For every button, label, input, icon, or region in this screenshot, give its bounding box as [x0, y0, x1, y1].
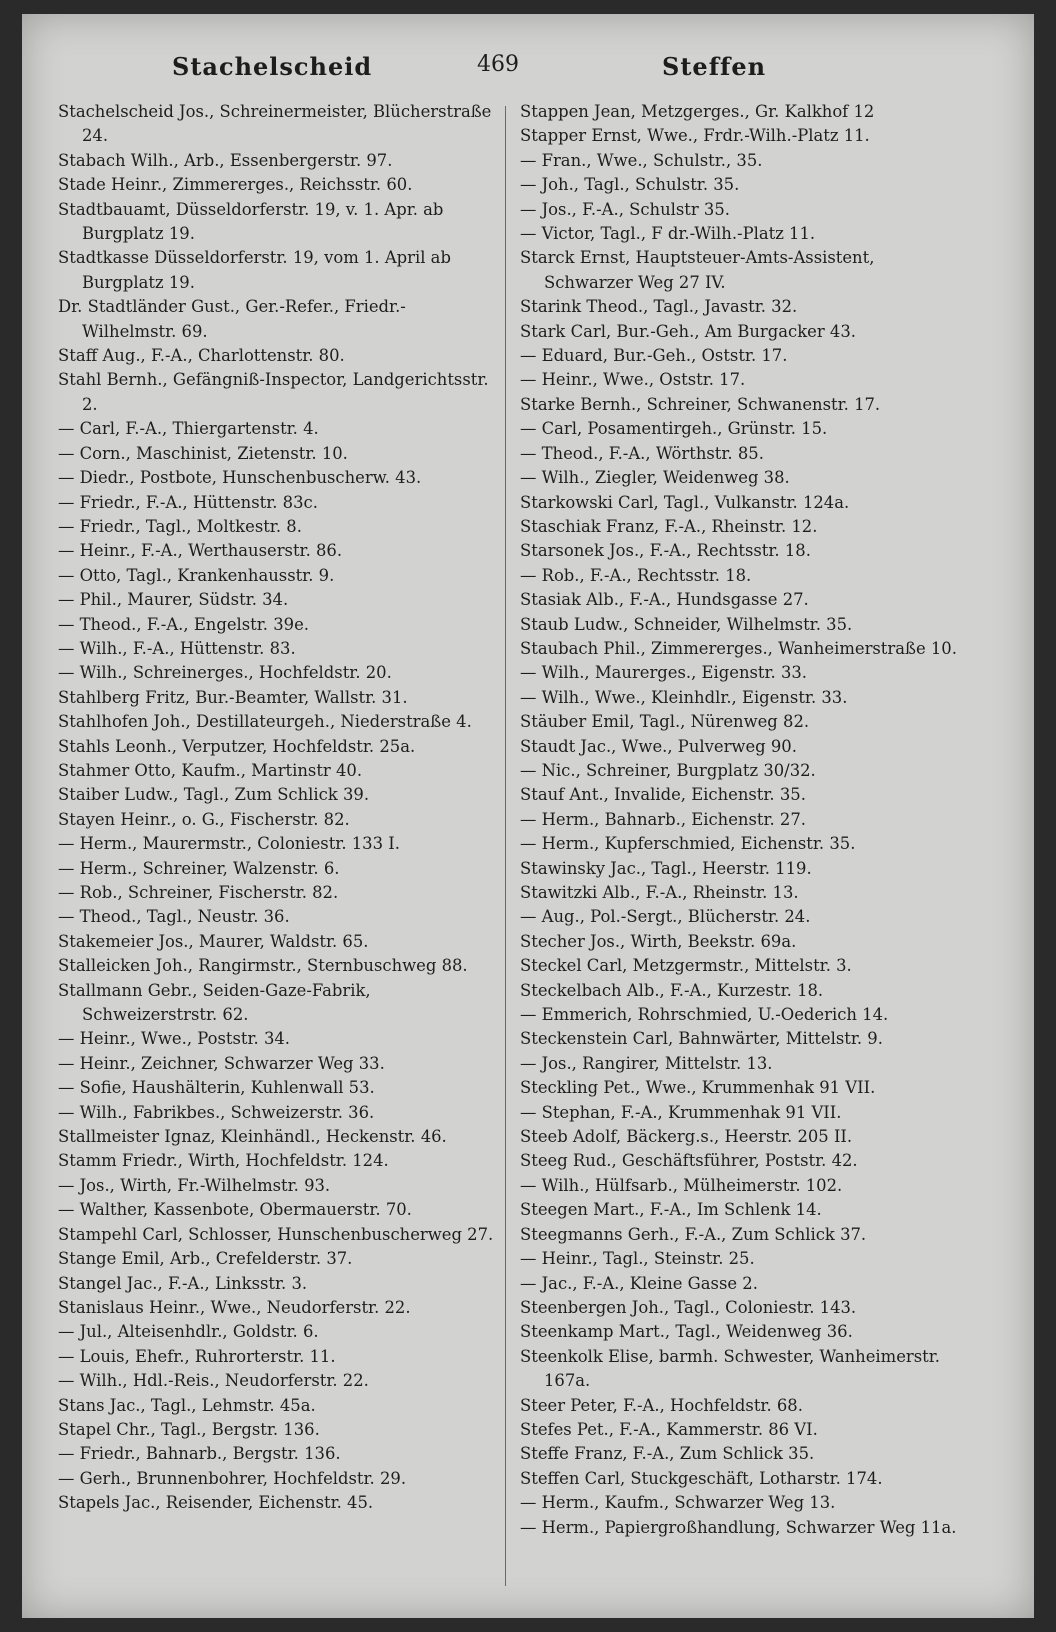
directory-entry: Stahl Bernh., Gefängniß-Inspector, Landgerichtsstr. 2. — [58, 370, 489, 414]
directory-entry: — Heinr., Zeichner, Schwarzer Weg 33. — [58, 1053, 385, 1073]
directory-entry: Dr. Stadtländer Gust., Ger.-Refer., Friedr.-Wilhelmstr. 69. — [58, 297, 406, 341]
directory-entry: Steffe Franz, F.-A., Zum Schlick 35. — [520, 1444, 815, 1464]
directory-entry: — Friedr., F.-A., Hüttenstr. 83c. — [58, 492, 318, 512]
directory-entry: Stasiak Alb., F.-A., Hundsgasse 27. — [520, 590, 809, 610]
directory-entry: Stabach Wilh., Arb., Essenbergerstr. 97. — [58, 150, 393, 170]
directory-entry: — Wilh., F.-A., Hüttenstr. 83. — [58, 638, 296, 658]
directory-entry: Stahmer Otto, Kaufm., Martinstr 40. — [58, 760, 363, 780]
directory-entry: — Heinr., Wwe., Oststr. 17. — [520, 370, 746, 390]
directory-entry: — Jos., Wirth, Fr.-Wilhelmstr. 93. — [58, 1175, 331, 1195]
directory-entry: Stalleicken Joh., Rangirmstr., Sternbuschweg 88. — [58, 956, 468, 976]
directory-entry: Starink Theod., Tagl., Javastr. 32. — [520, 297, 798, 317]
directory-entry: Starkowski Carl, Tagl., Vulkanstr. 124a. — [520, 492, 850, 512]
directory-entry: Stauf Ant., Invalide, Eichenstr. 35. — [520, 785, 806, 805]
directory-entry: Stampehl Carl, Schlosser, Hunschenbuscherweg 27. — [58, 1224, 494, 1244]
directory-entry: Staub Ludw., Schneider, Wilhelmstr. 35. — [520, 614, 853, 634]
directory-entry: — Stephan, F.-A., Krummenhak 91 VII. — [520, 1102, 842, 1122]
directory-entry: Stallmeister Ignaz, Kleinhändl., Heckenstr. 46. — [58, 1127, 447, 1147]
directory-entry: — Aug., Pol.-Sergt., Blücherstr. 24. — [520, 907, 811, 927]
directory-entry: Stadtkasse Düsseldorferstr. 19, vom 1. April ab Burgplatz 19. — [58, 248, 451, 292]
directory-entry: — Herm., Kupferschmied, Eichenstr. 35. — [520, 834, 856, 854]
directory-entry: Stappen Jean, Metzgerges., Gr. Kalkhof 12 — [520, 102, 875, 121]
directory-entry: Stans Jac., Tagl., Lehmstr. 45a. — [58, 1395, 316, 1415]
directory-entry: — Jac., F.-A., Kleine Gasse 2. — [520, 1273, 758, 1293]
directory-entry: — Herm., Bahnarb., Eichenstr. 27. — [520, 809, 806, 829]
directory-entry: Stahlhofen Joh., Destillateurgeh., Niederstraße 4. — [58, 712, 472, 732]
directory-entry: — Heinr., Wwe., Poststr. 34. — [58, 1029, 291, 1049]
directory-entry: Starck Ernst, Hauptsteuer-Amts-Assistent, Schwarzer Weg 27 IV. — [520, 248, 875, 292]
directory-entry: — Jos., F.-A., Schulstr 35. — [520, 199, 730, 219]
directory-entry: — Wilh., Ziegler, Weidenweg 38. — [520, 468, 790, 488]
directory-entry: — Otto, Tagl., Krankenhausstr. 9. — [58, 565, 335, 585]
directory-entry: — Theod., F.-A., Wörthstr. 85. — [520, 443, 764, 463]
directory-entry: — Joh., Tagl., Schulstr. 35. — [520, 175, 740, 195]
directory-entry: — Diedr., Postbote, Hunschenbuscherw. 43. — [58, 468, 422, 488]
header-right-keyword: Steffen — [662, 52, 767, 81]
directory-entry: Starke Bernh., Schreiner, Schwanenstr. 17. — [520, 394, 881, 414]
directory-entry: — Corn., Maschinist, Zietenstr. 10. — [58, 443, 348, 463]
directory-entry: — Wilh., Wwe., Kleinhdlr., Eigenstr. 33. — [520, 687, 848, 707]
directory-entry: — Heinr., Tagl., Steinstr. 25. — [520, 1249, 755, 1269]
directory-entry: — Herm., Kaufm., Schwarzer Weg 13. — [520, 1493, 836, 1513]
directory-entry: Steenkamp Mart., Tagl., Weidenweg 36. — [520, 1322, 853, 1342]
left-column — [58, 100, 498, 1516]
right-column — [520, 100, 960, 1540]
directory-entry: — Nic., Schreiner, Burgplatz 30/32. — [520, 760, 816, 780]
directory-entry: Stawitzki Alb., F.-A., Rheinstr. 13. — [520, 883, 799, 902]
directory-entry: Stamm Friedr., Wirth, Hochfeldstr. 124. — [58, 1151, 389, 1171]
directory-entry: Stachelscheid Jos., Schreinermeister, Blücherstraße 24. — [58, 102, 492, 146]
directory-entry: — Theod., F.-A., Engelstr. 39e. — [58, 614, 309, 634]
directory-entry: Stakemeier Jos., Maurer, Waldstr. 65. — [58, 931, 369, 951]
directory-entry: — Carl, Posamentirgeh., Grünstr. 15. — [520, 419, 828, 439]
directory-entry: Steegmanns Gerh., F.-A., Zum Schlick 37. — [520, 1224, 867, 1244]
directory-entry: — Rob., F.-A., Rechtsstr. 18. — [520, 565, 752, 585]
directory-entry: Staudt Jac., Wwe., Pulverweg 90. — [520, 736, 797, 756]
directory-entry: — Jul., Alteisenhdlr., Goldstr. 6. — [58, 1322, 319, 1342]
directory-entry: Stefes Pet., F.-A., Kammerstr. 86 VI. — [520, 1419, 818, 1439]
directory-entry: — Louis, Ehefr., Ruhrorterstr. 11. — [58, 1346, 336, 1366]
directory-entry: — Herm., Maurermstr., Coloniestr. 133 I. — [58, 834, 400, 854]
directory-entry: Steeb Adolf, Bäckerg.s., Heerstr. 205 II. — [520, 1127, 853, 1147]
directory-entry: Stadtbauamt, Düsseldorferstr. 19, v. 1. Apr. ab Burgplatz 19. — [58, 199, 444, 244]
directory-entry: Stahls Leonh., Verputzer, Hochfeldstr. 25a. — [58, 736, 416, 756]
page-number: 469 — [477, 52, 519, 77]
directory-entry: Stapper Ernst, Wwe., Frdr.-Wilh.-Platz 11. — [520, 126, 870, 146]
directory-entry: — Wilh., Hülfsarb., Mülheimerstr. 102. — [520, 1175, 843, 1195]
directory-entry: Stecher Jos., Wirth, Beekstr. 69a. — [520, 931, 797, 951]
directory-entry: — Herm., Schreiner, Walzenstr. 6. — [58, 858, 340, 878]
directory-entry: Stapels Jac., Reisender, Eichenstr. 45. — [58, 1493, 374, 1513]
directory-entry: — Eduard, Bur.-Geh., Oststr. 17. — [520, 346, 788, 366]
directory-entry: Steckling Pet., Wwe., Krummenhak 91 VII. — [520, 1078, 876, 1098]
directory-entry: Staubach Phil., Zimmererges., Wanheimerstraße 10. — [520, 638, 957, 658]
directory-entry: Stangel Jac., F.-A., Linksstr. 3. — [58, 1273, 308, 1293]
directory-entry: Steegen Mart., F.-A., Im Schlenk 14. — [520, 1200, 822, 1220]
directory-entry: — Fran., Wwe., Schulstr., 35. — [520, 150, 763, 170]
directory-entry: Steffen Carl, Stuckgeschäft, Lotharstr. 174. — [520, 1468, 883, 1488]
directory-entry: — Wilh., Fabrikbes., Schweizerstr. 36. — [58, 1102, 375, 1122]
directory-entry: Stallmann Gebr., Seiden-Gaze-Fabrik, Schweizerstrstr. 62. — [58, 980, 371, 1025]
directory-entry: Starsonek Jos., F.-A., Rechtsstr. 18. — [520, 541, 811, 561]
page-header — [22, 52, 1034, 86]
directory-entry: Stark Carl, Bur.-Geh., Am Burgacker 43. — [520, 321, 856, 341]
directory-entry: Steer Peter, F.-A., Hochfeldstr. 68. — [520, 1395, 803, 1415]
directory-entry: — Sofie, Haushälterin, Kuhlenwall 53. — [58, 1078, 375, 1098]
directory-page — [22, 14, 1034, 1618]
directory-entry: Steenbergen Joh., Tagl., Coloniestr. 143. — [520, 1297, 857, 1317]
directory-entry: — Jos., Rangirer, Mittelstr. 13. — [520, 1053, 773, 1073]
directory-entry: — Phil., Maurer, Südstr. 34. — [58, 590, 289, 610]
directory-entry: Stahlberg Fritz, Bur.-Beamter, Wallstr. 31. — [58, 687, 408, 707]
directory-entry: — Wilh., Hdl.-Reis., Neudorferstr. 22. — [58, 1371, 369, 1391]
directory-entry: — Heinr., F.-A., Werthauserstr. 86. — [58, 541, 343, 561]
directory-entry: Stawinsky Jac., Tagl., Heerstr. 119. — [520, 858, 812, 878]
directory-entry: — Carl, F.-A., Thiergartenstr. 4. — [58, 419, 319, 439]
directory-entry: — Rob., Schreiner, Fischerstr. 82. — [58, 883, 339, 902]
directory-entry: Stade Heinr., Zimmererges., Reichsstr. 60. — [58, 175, 413, 195]
directory-entry: — Wilh., Maurerges., Eigenstr. 33. — [520, 663, 808, 683]
directory-entry: Steckelbach Alb., F.-A., Kurzestr. 18. — [520, 980, 824, 1000]
directory-entry: Stäuber Emil, Tagl., Nürenweg 82. — [520, 712, 810, 732]
directory-entry: Steckenstein Carl, Bahnwärter, Mittelstr. 9. — [520, 1029, 883, 1049]
directory-entry: — Walther, Kassenbote, Obermauerstr. 70. — [58, 1200, 412, 1220]
directory-entry: Steckel Carl, Metzgermstr., Mittelstr. 3. — [520, 956, 852, 976]
directory-entry: Stapel Chr., Tagl., Bergstr. 136. — [58, 1419, 320, 1439]
directory-entry: — Emmerich, Rohrschmied, U.-Oederich 14. — [520, 1005, 889, 1025]
directory-entry: Stanislaus Heinr., Wwe., Neudorferstr. 22. — [58, 1297, 411, 1317]
directory-entry: Stange Emil, Arb., Crefelderstr. 37. — [58, 1249, 353, 1269]
directory-entry: — Wilh., Schreinerges., Hochfeldstr. 20. — [58, 663, 392, 683]
directory-entry: — Victor, Tagl., F dr.-Wilh.-Platz 11. — [520, 224, 816, 244]
directory-entry: — Friedr., Tagl., Moltkestr. 8. — [58, 516, 302, 536]
directory-entry: — Gerh., Brunnenbohrer, Hochfeldstr. 29. — [58, 1468, 407, 1488]
directory-entry: Staff Aug., F.-A., Charlottenstr. 80. — [58, 346, 345, 366]
directory-entry: Stayen Heinr., o. G., Fischerstr. 82. — [58, 809, 350, 829]
column-divider — [505, 106, 506, 1586]
directory-entry: — Theod., Tagl., Neustr. 36. — [58, 907, 290, 927]
directory-entry: Staschiak Franz, F.-A., Rheinstr. 12. — [520, 516, 818, 536]
directory-entry: Steenkolk Elise, barmh. Schwester, Wanheimerstr. 167a. — [520, 1346, 940, 1391]
directory-entry: Staiber Ludw., Tagl., Zum Schlick 39. — [58, 785, 370, 805]
directory-entry: — Friedr., Bahnarb., Bergstr. 136. — [58, 1444, 341, 1464]
directory-entry: Steeg Rud., Geschäftsführer, Poststr. 42. — [520, 1151, 858, 1171]
header-left-keyword: Stachelscheid — [172, 52, 373, 81]
directory-entry: — Herm., Papiergroßhandlung, Schwarzer Weg 11a. — [520, 1517, 957, 1537]
